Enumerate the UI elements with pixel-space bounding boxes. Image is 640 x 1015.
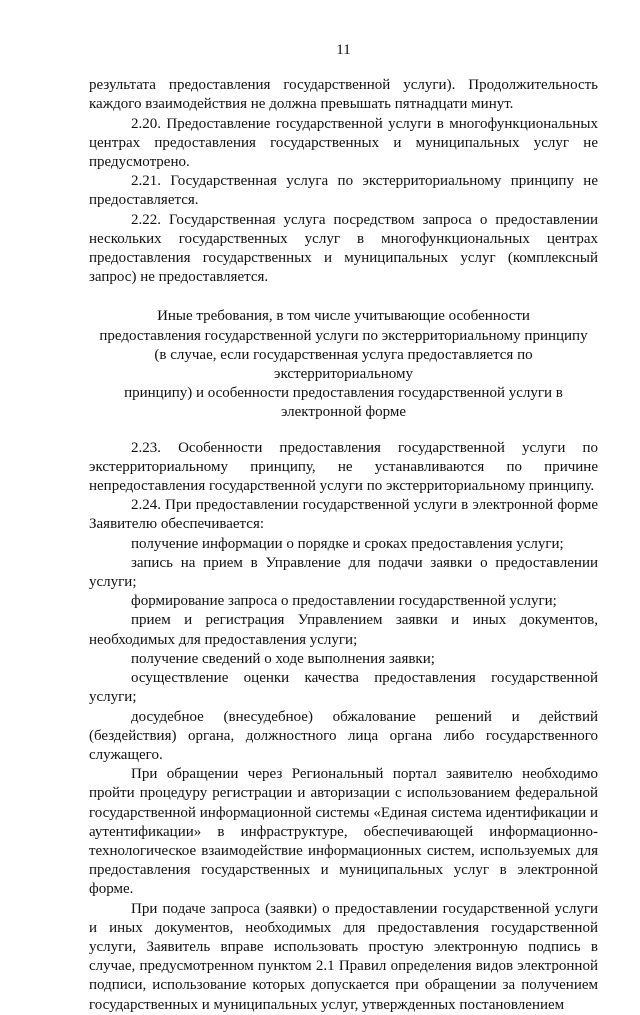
list-item: запись на прием в Управление для подачи заявки о предоставлении услуги; [89,554,598,591]
heading-line: электронной форме [280,404,407,421]
list-item: прием и регистрация Управлением заявки и иных документов, необходимых для предоставления услуги; [89,612,598,648]
paragraph: 2.23. Особенности предоставления государственной услуги по экстерриториальному принципу, не устанавливаются по причине непредоставления государственной услуги по экстерриториальному принципу. [89,439,598,495]
list-item: осуществление оценки качества предоставления государственной услуги; [89,670,598,706]
paragraph: 2.24. При предоставлении государственной услуги в электронной форме Заявителю обеспечивается: [89,497,598,533]
heading-line: (в случае, если государственная услуга предоставляется по экстерриториальному [154,346,533,383]
paragraph: результата предоставления государственной услуги). Продолжительность каждого взаимодействия не должна превышать пятнадцати минут. [89,77,598,113]
heading-line: принципу) и особенности предоставления государственной услуги в [124,385,563,402]
section-before [89,76,598,287]
list-item: формирование запроса о предоставлении государственной услуги; [131,593,557,610]
list-item: получение сведений о ходе выполнения заявки; [131,650,435,667]
list-item: досудебное (внесудебное) обжалование решений и действий (бездействия) органа, должностного лица органа либо государственного служащего. [89,708,598,763]
heading-line: Иные требования, в том числе учитывающие особенности [157,308,530,325]
paragraph: 2.20. Предоставление государственной услуги в многофункциональных центрах предоставления государственных и муниципальных услуг не предусмотрено. [89,115,598,171]
paragraph: 2.22. Государственная услуга посредством запроса о предоставлении нескольких государственных услуг в многофункциональных центрах предоставления государственных и муниципальных услуг (комплексный запрос) не предоставляется. [89,211,598,286]
heading-line: предоставления государственной услуги по экстерриториальному принципу [99,327,588,344]
paragraph: При подаче запроса (заявки) о предоставлении государственной услуги и иных документов, необходимых для предоставления государственной услуги, Заявитель вправе использовать простую электронную подпись в случае, предусмотренном пунктом 2.1 Правил определения видов электронной подписи, использование которых допускается при обращении за получением государственных и муниципальных услуг, утвержденных постановлением [89,900,598,1013]
paragraph: При обращении через Региональный портал заявителю необходимо пройти процедуру регистрации и авторизации с использованием федеральной государственной информационной системы «Единая система идентификации и аутентификации» в инфраструктуре, обеспечивающей информационно-технологическое взаимодействие информационных систем, используемых для предоставления государственных и муниципальных услуг в электронной форме. [89,766,598,898]
list-item: получение информации о порядке и сроках предоставления услуги; [131,535,564,552]
page-number: 11 [336,42,351,58]
section-heading [89,307,598,422]
section-after [89,439,598,1015]
paragraph: 2.21. Государственная услуга по экстерриториальному принципу не предоставляется. [89,173,598,209]
